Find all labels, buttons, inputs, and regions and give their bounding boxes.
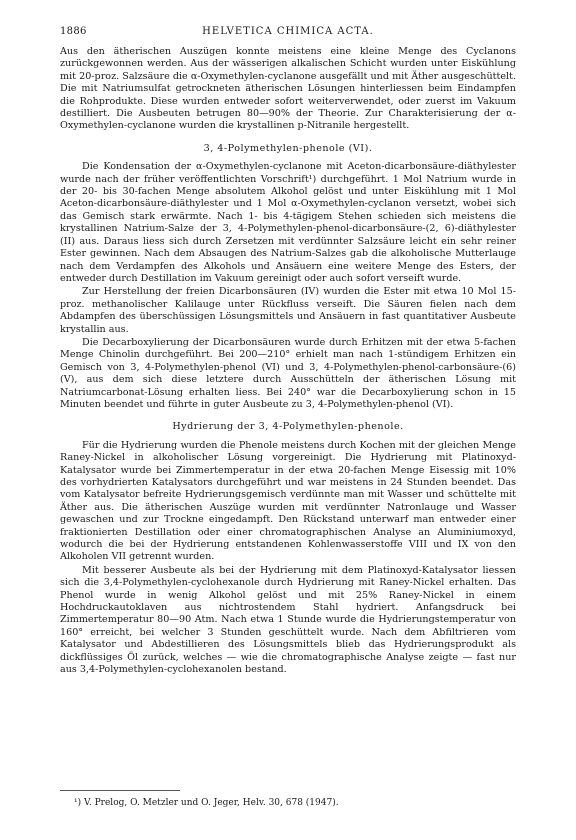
footnote: ¹) V. Prelog, O. Metzler und O. Jeger, Helv. 30, 678 (1947). — [74, 798, 339, 808]
section-heading: 3, 4-Polymethylen-phenole (VI). — [203, 142, 373, 154]
paragraph: Mit besserer Ausbeute als bei der Hydrierung mit dem Platinoxyd-Katalysator liessen sich die 3,4-Polymethylen-cyclohexanole durch Hydrierung mit Raney-Nickel erhalten. Das Phenol wurde in wenig Alkohol gelöst und mit 25% Raney-Nickel in einem Hochdruckautoklaven aus nichtrostendem Stahl hydriert. Anfangsdruck bei Zimmertemperatur 80—90 Atm. Nach etwa 1 Stunde wurde die Hydrierungstemperatur von 160° erreicht, bei welcher 3 Stunden geschüttelt wurde. Nach dem Abfiltrieren vom Katalysator und Abdestillieren des Lösungsmittels blieb das Hydrierungsprodukt als dickflüssiges Öl zurück, welches — wie die chromatographische Analyse zeigte — fast nur aus 3,4-Polymethylen-cyclohexanolen bestand. — [60, 564, 516, 676]
body-text — [60, 46, 516, 678]
paragraph: Aus den ätherischen Auszügen konnte meistens eine kleine Menge des Cyclanons zurückgewonnen werden. Aus der wässerigen alkalischen Schicht wurden unter Eiskühlung mit 20-proz. Salzsäure die α-Oxymethylen-cyclanone ausgefällt und mit Äther ausgeschüttelt. Die mit Natriumsulfat getrockneten ätherischen Lösungen hinterliessen beim Eindampfen die Rohprodukte. Diese wurden entweder sofort weiterverwendet, oder zuerst im Vakuum destilliert. Die Ausbeuten betrugen 80—90% der Theorie. Zur Charakterisierung der α-Oxymethylen-cyclanone wurden die krystallinen p-Nitranile hergestellt. — [60, 46, 516, 132]
paragraph: Die Decarboxylierung der Dicarbonsäuren wurde durch Erhitzen mit der etwa 5-fachen Menge Chinolin durchgeführt. Bei 200—210° erhielt man nach 1-stündigem Erhitzen ein Gemisch von 3, 4-Polymethylen-phenol (VI) und 3, 4-Polymethylen-phenol-carbonsäure-(6) (V), aus dem sich diese letztere durch Ausschütteln der ätherischen Lösung mit Natriumcarbonat-Lösung erhalten liess. Bei 240° war die Decarboxylierung schon in 15 Minuten beendet und führte in guter Ausbeute zu 3, 4-Polymethylen-phenol (VI). — [60, 336, 516, 410]
paragraph: Für die Hydrierung wurden die Phenole meistens durch Kochen mit der gleichen Menge Raney-Nickel in alkoholischer Lösung vorgereinigt. Die Hydrierung mit Platinoxyd-Katalysator wurde bei Zimmertemperatur in der etwa 20-fachen Menge Eisessig mit 10% des vorhydrierten Katalysators durchgeführt und war meistens in 24 Stunden beendet. Das vom Katalysator befreite Hydrierungsgemisch verdünnte man mit Wasser und schüttelte mit Äther aus. Die ätherischen Auszüge wurden mit verdünnter Natronlauge und Wasser gewaschen und zur Trockne eingedampft. Den Rückstand unterwarf man entweder einer fraktionierten Destillation oder einer chromatographischen Analyse an Aluminiumoxyd, wodurch die bei der Hydrierung entstandenen Kohlenwasserstoffe VIII und IX von den Alkoholen VII getrennt wurden. — [60, 439, 516, 563]
journal-title: HELVETICA CHIMICA ACTA. — [202, 26, 374, 37]
footnote-divider — [60, 790, 180, 791]
section-heading: Hydrierung der 3, 4-Polymethylen-phenole. — [172, 421, 404, 433]
running-header — [60, 26, 516, 40]
paragraph: Zur Herstellung der freien Dicarbonsäuren (IV) wurden die Ester mit etwa 10 Mol 15-proz. methanolischer Kalilauge unter Rückfluss verseift. Die Säuren fielen nach dem Abdampfen des überschüssigen Lösungsmittels und Ansäuern in fast quantitativer Ausbeute krystallin aus. — [60, 286, 516, 335]
page-number: 1886 — [60, 26, 87, 37]
paragraph: Die Kondensation der α-Oxymethylen-cyclanone mit Aceton-dicarbonsäure-diäthylester wurde nach der früher veröffentlichten Vorschrift¹) durchgeführt. 1 Mol Natrium wurde in der 20- bis 30-fachen Menge absolutem Alkohol gelöst und unter Eiskühlung mit 1 Mol Aceton-dicarbonsäure-diäthylester und 1 Mol α-Oxymethylen-cyclanon versetzt, wobei sich das Gemisch stark erwärmte. Nach 1- bis 4-tägigem Stehen schieden sich meistens die krystallinen Natrium-Salze der 3, 4-Polymethylen-phenol-dicarbonsäure-(2, 6)-diäthylester (II) aus. Daraus liess sich durch Zersetzen mit verdünnter Salzsäure leicht ein sehr reiner Ester gewinnen. Nach dem Absaugen des Natrium-Salzes gab die alkoholische Mutterlauge nach dem Verdampfen des Alkohols und Ansäuern eine weitere Menge des Esters, der entweder durch Destillation im Vakuum gereinigt oder auch sofort verseift wurde. — [60, 161, 516, 284]
